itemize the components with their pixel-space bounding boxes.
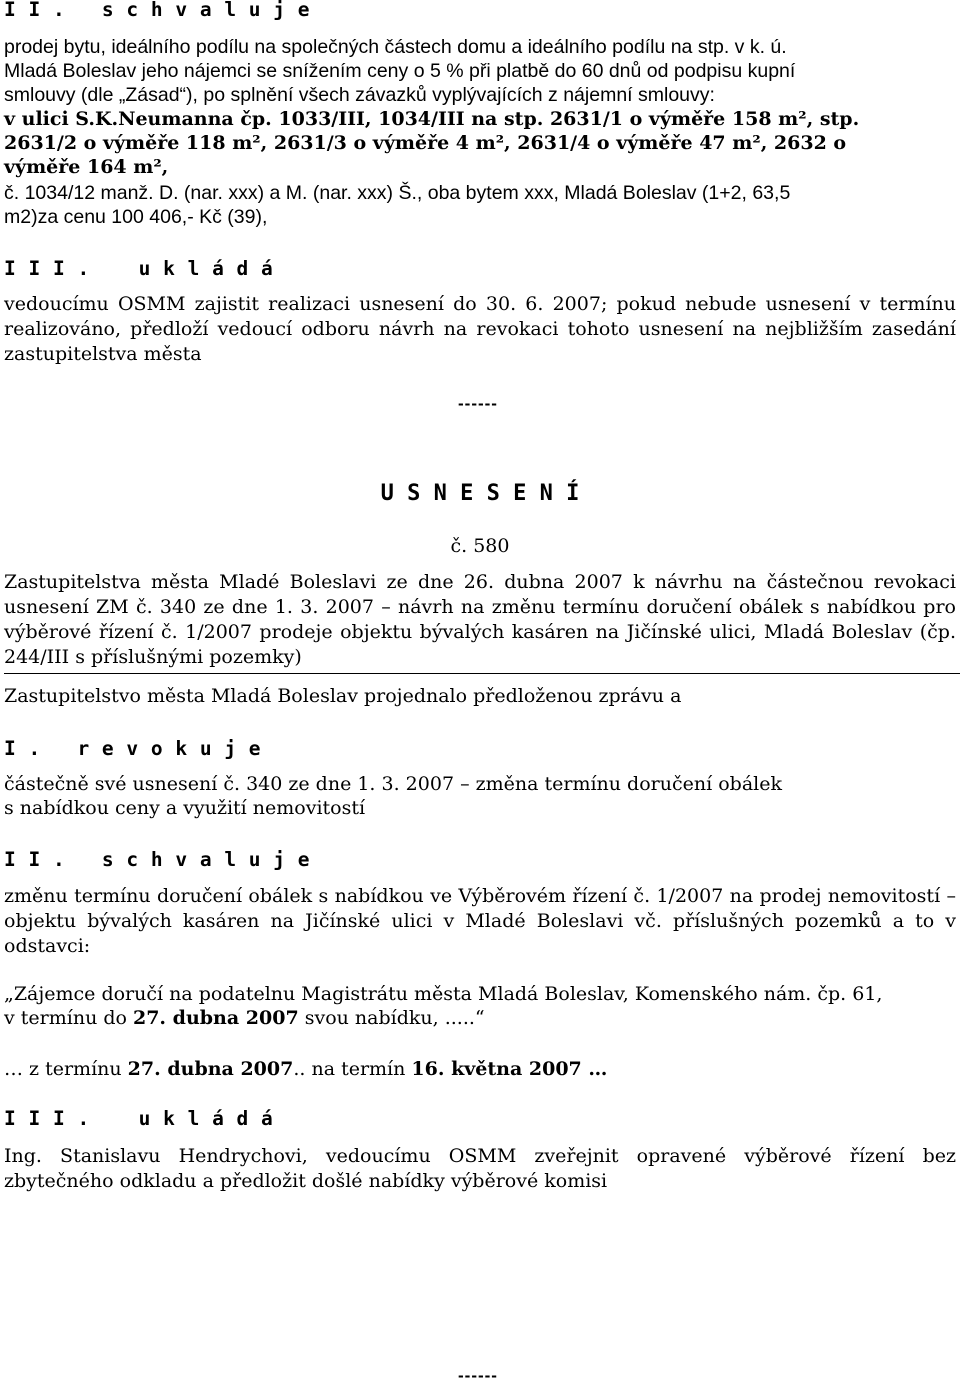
new-date: 16. května 2007 … [411, 1058, 608, 1080]
heading-schvaluje-2: I I . s c h v a l u j e [4, 848, 310, 871]
quote-text-end: svou nabídku, .....“ [298, 1007, 485, 1029]
property-address [4, 107, 956, 179]
change-text: … z termínu [4, 1058, 128, 1080]
schvaluje-text: změnu termínu doručení obálek s nabídkou ve Výběrovém řízení č. 1/2007 na prodej nemovitostí – objektu bývalých kasáren na Jičínské ulici v Mladé Boleslavi vč. příslušných pozemků a to v odstavci: [4, 885, 956, 957]
change-text-mid: .. na termín [293, 1058, 412, 1080]
uklada-text: vedoucímu OSMM zajistit realizaci usnesení do 30. 6. 2007; pokud nebude usnesení v termínu realizováno, předloží vedoucí odboru návrh na revokaci tohoto usnesení na nejbližším zasedání zastupitelstva města [4, 293, 956, 365]
resolution-number: č. 580 [450, 535, 510, 557]
resolution-title-text: U S N E S E N Í [380, 481, 580, 506]
sale-paragraph [4, 35, 956, 107]
heading-schvaluje: I I . s c h v a l u j e [4, 0, 310, 21]
buyer-line: č. 1034/12 manž. D. (nar. xxx) a M. (nar. xxx) Š., oba bytem xxx, Mladá Boleslav (1+2, 63,5 [4, 182, 791, 204]
quote-line: „Zájemce doručí na podatelnu Magistrátu města Mladá Boleslav, Komenského nám. čp. 61, [4, 983, 883, 1005]
uklada-text-2: Ing. Stanislavu Hendrychovi, vedoucímu OSMM zveřejnit opravené výběrové řízení bez zbytečného odkladu a předložit došlé nabídky výběrové komisi [4, 1145, 956, 1192]
quoted-clause [4, 982, 956, 1030]
quote-text: v termínu do [4, 1007, 133, 1029]
property-line: výměře 164 m², [4, 156, 169, 178]
date-change [4, 1058, 956, 1080]
property-line: v ulici S.K.Neumanna čp. 1033/III, 1034/III na stp. 2631/1 o výměře 158 m², stp. [4, 108, 860, 130]
sale-line: Mladá Boleslav jeho nájemci se snížením ceny o 5 % při platbě do 60 dnů od podpisu kupní [4, 60, 796, 82]
sale-line: prodej bytu, ideálního podílu na společných částech domu a ideálního podílu na stp. v k. ú. [4, 36, 787, 58]
separator: ------ [458, 394, 498, 413]
revokuje-text [4, 772, 956, 820]
separator-bottom: ------ [458, 1366, 498, 1385]
horizontal-rule [4, 673, 960, 674]
quote-date: 27. dubna 2007 [132, 1007, 299, 1029]
revokuje-line: částečně své usnesení č. 340 ze dne 1. 3. 2007 – změna termínu doručení obálek [4, 773, 782, 795]
heading-uklada-2: I I I . u k l á d á [4, 1107, 274, 1130]
buyer-line: m2)za cenu 100 406,- Kč (39), [4, 206, 268, 228]
revokuje-line: s nabídkou ceny a využití nemovitostí [4, 797, 366, 819]
property-line: 2631/2 o výměře 118 m², 2631/3 o výměře 4 m², 2631/4 o výměře 47 m², 2632 o [4, 132, 847, 154]
quote-line [4, 1006, 956, 1030]
resolution-intro: Zastupitelstvo města Mladá Boleslav projednalo předloženou zprávu a [4, 685, 682, 707]
buyer-details [4, 181, 956, 229]
resolution-title [0, 481, 960, 506]
heading-revokuje: I . r e v o k u j e [4, 737, 262, 760]
old-date: 27. dubna 2007 [127, 1058, 294, 1080]
resolution-subject: Zastupitelstva města Mladé Boleslavi ze dne 26. dubna 2007 k návrhu na částečnou revokaci usnesení ZM č. 340 ze dne 1. 3. 2007 – návrh na změnu termínu doručení obálek s nabídkou pro výběrové řízení č. 1/2007 prodeje objektu bývalých kasáren na Jičínské ulici, Mladá Boleslav (čp. 244/III s příslušnými pozemky) [4, 571, 956, 668]
sale-line: smlouvy (dle „Zásad“), po splnění všech závazků vyplývajících z nájemní smlouvy: [4, 84, 715, 106]
heading-uklada: I I I . u k l á d á [4, 257, 274, 280]
